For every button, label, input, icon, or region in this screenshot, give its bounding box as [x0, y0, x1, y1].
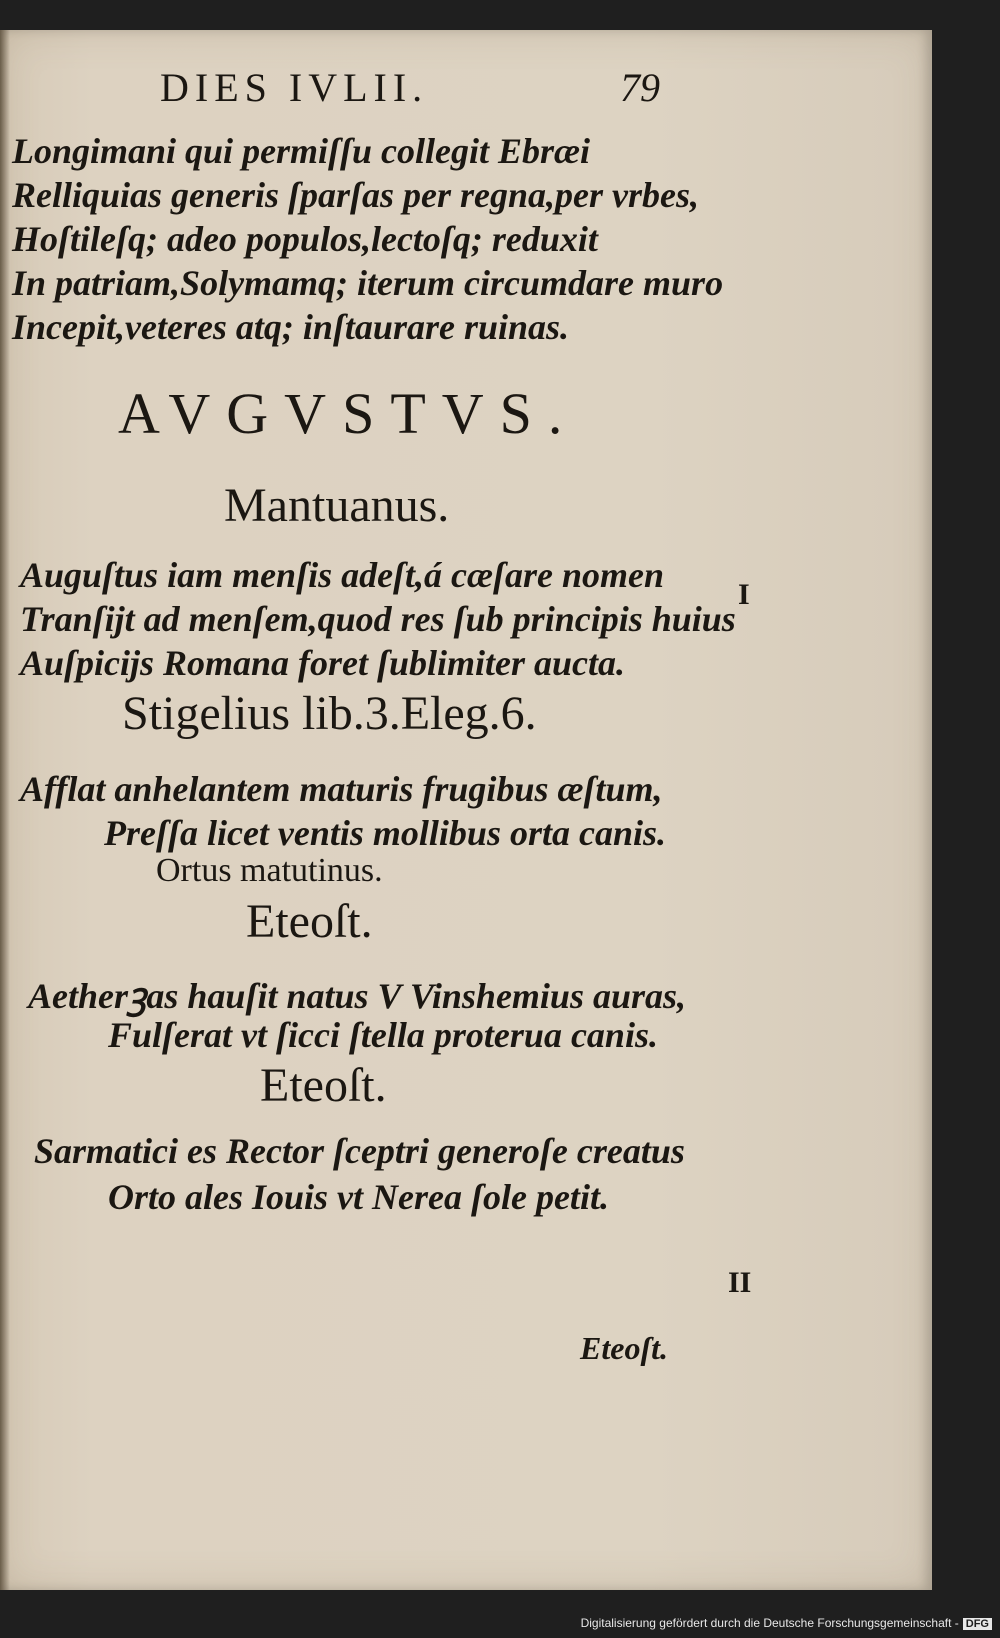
- margin-note: I: [738, 578, 750, 611]
- dfg-logo: DFG: [963, 1618, 992, 1630]
- book-page: [0, 30, 932, 1590]
- page-number: 79: [620, 65, 660, 110]
- digitization-credit: [581, 1616, 992, 1630]
- page-binding-shadow: [0, 30, 10, 1590]
- verse-line: Auguſtus iam menſis adeſt,á cæſare nomen: [20, 555, 665, 595]
- block-heading: Mantuanus.: [224, 479, 450, 532]
- margin-note: II: [728, 1266, 752, 1299]
- block-heading: Stigelius lib.3.Eleg.6.: [122, 687, 537, 740]
- verse-line: Afflat anhelantem maturis frugibus æſtum,: [20, 769, 663, 809]
- catchword: Eteoſt.: [580, 1330, 668, 1366]
- verse-line: Orto ales Iouis vt Nerea ſole petit.: [108, 1177, 609, 1217]
- verse-line: Fulſerat vt ſicci ſtella proterua canis.: [108, 1015, 658, 1055]
- section-title: AVGVSTVS.: [118, 381, 579, 446]
- opening-line: Incepit,veteres atq; inſtaurare ruinas.: [12, 307, 570, 347]
- running-title: DIES IVLII.: [160, 65, 429, 110]
- opening-line: Relliquias generis ſparſas per regna,per vrbes,: [12, 175, 699, 215]
- verse-line: Aetherꝫas hauſit natus V Vinshemius auras,: [28, 976, 686, 1016]
- block-heading: Eteoſt.: [246, 895, 373, 948]
- opening-line: Hoſtileſq; adeo populos,lectoſq; reduxit: [12, 219, 598, 259]
- verse-line: Preſſa licet ventis mollibus orta canis.: [104, 813, 666, 853]
- verse-line: Auſpicijs Romana foret ſublimiter aucta.: [20, 643, 626, 683]
- block-heading: Eteoſt.: [260, 1059, 387, 1112]
- opening-line: In patriam,Solymamq; iterum circumdare muro: [12, 263, 724, 303]
- verse-line: Sarmatici es Rector ſceptri generoſe creatus: [34, 1131, 685, 1171]
- credit-text: Digitalisierung gefördert durch die Deutsche Forschungsgemeinschaft -: [580, 1616, 959, 1630]
- block-subheading: Ortus matutinus.: [156, 852, 383, 889]
- opening-line: Longimani qui permiſſu collegit Ebræi: [12, 131, 591, 171]
- verse-line: Tranſijt ad menſem,quod res ſub principis huius: [20, 599, 736, 639]
